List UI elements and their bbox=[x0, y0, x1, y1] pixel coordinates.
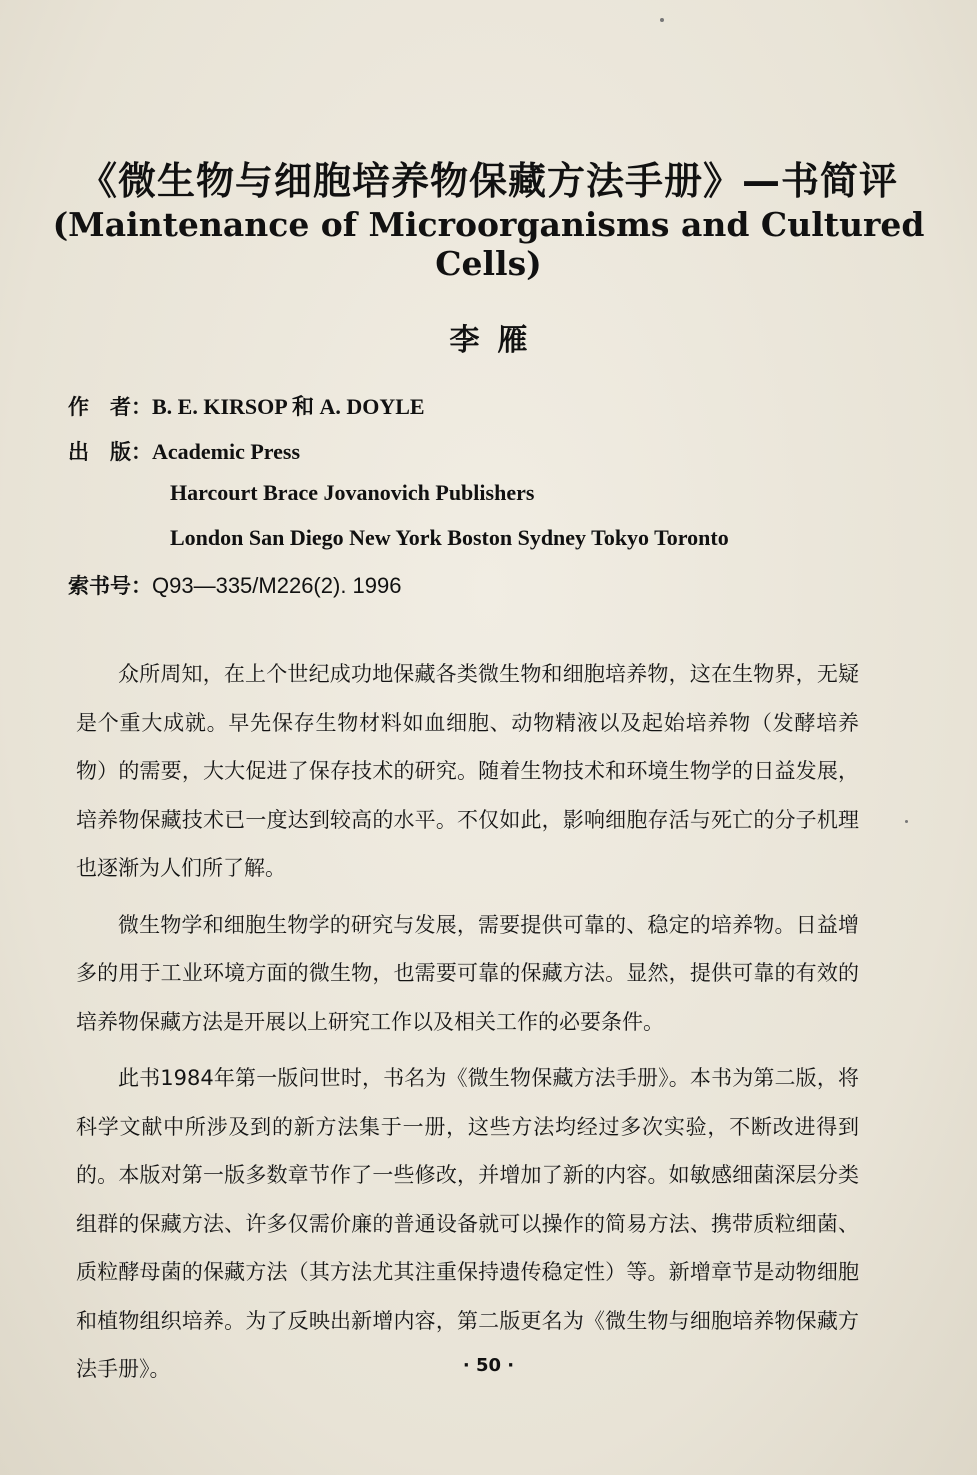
publisher-line bbox=[68, 436, 908, 466]
author-label: 作 者： bbox=[68, 394, 152, 419]
call-number-label: 索书号： bbox=[68, 573, 152, 598]
reviewer-name: 李雁 bbox=[449, 323, 546, 358]
paragraph-3: 此书1984年第一版问世时，书名为《微生物保藏方法手册》。本书为第二版，将科学文献中所涉及到的新方法集于一册，这些方法均经过多次实验，不断改进得到的。本版对第一版多数章节作了一些修改，并增加了新的内容。如敏感细菌深层分类组群的保藏方法、许多仅需价廉的普通设备就可以操作的简易方法、携带质粒细菌、质粒酵母菌的保藏方法（其方法尤其注重保持遗传稳定性）等。新增章节是动物细胞和植物组织培养。为了反映出新增内容，第二版更名为《微生物与细胞培养物保藏方法手册》。 bbox=[76, 1066, 859, 1381]
article-body bbox=[76, 650, 859, 1402]
page-number: · 50 · bbox=[462, 1355, 515, 1376]
call-number-value: Q93—335/M226(2). 1996 bbox=[152, 573, 402, 598]
article-title-chinese: 《微生物与细胞培养物保藏方法手册》—书简评 bbox=[78, 159, 898, 203]
paper-speck bbox=[905, 820, 908, 823]
call-number-line bbox=[68, 570, 908, 600]
publisher-value: Academic Press bbox=[152, 439, 301, 464]
article-title-english: (Maintenance of Microorganisms and Cultured Cells) bbox=[52, 205, 925, 283]
author-line bbox=[68, 390, 908, 421]
publisher-line-2: Harcourt Brace Jovanovich Publishers bbox=[170, 480, 535, 505]
author-value: B. E. KIRSOP 和 A. DOYLE bbox=[152, 394, 425, 419]
paragraph-1: 众所周知，在上个世纪成功地保藏各类微生物和细胞培养物，这在生物界，无疑是个重大成就。早先保存生物材料如血细胞、动物精液以及起始培养物（发酵培养物）的需要，大大促进了保存技术的研究。随着生物技术和环境生物学的日益发展，培养物保藏技术已一度达到较高的水平。不仅如此，影响细胞存活与死亡的分子机理也逐渐为人们所了解。 bbox=[76, 662, 859, 880]
publisher-line-3: London San Diego New York Boston Sydney Tokyo Toronto bbox=[170, 525, 729, 550]
paper-speck bbox=[660, 18, 664, 22]
paragraph-2: 微生物学和细胞生物学的研究与发展，需要提供可靠的、稳定的培养物。日益增多的用于工业环境方面的微生物，也需要可靠的保藏方法。显然，提供可靠的有效的培养物保藏方法是开展以上研究工作以及相关工作的必要条件。 bbox=[76, 912, 859, 1034]
publisher-label: 出 版： bbox=[68, 439, 152, 464]
